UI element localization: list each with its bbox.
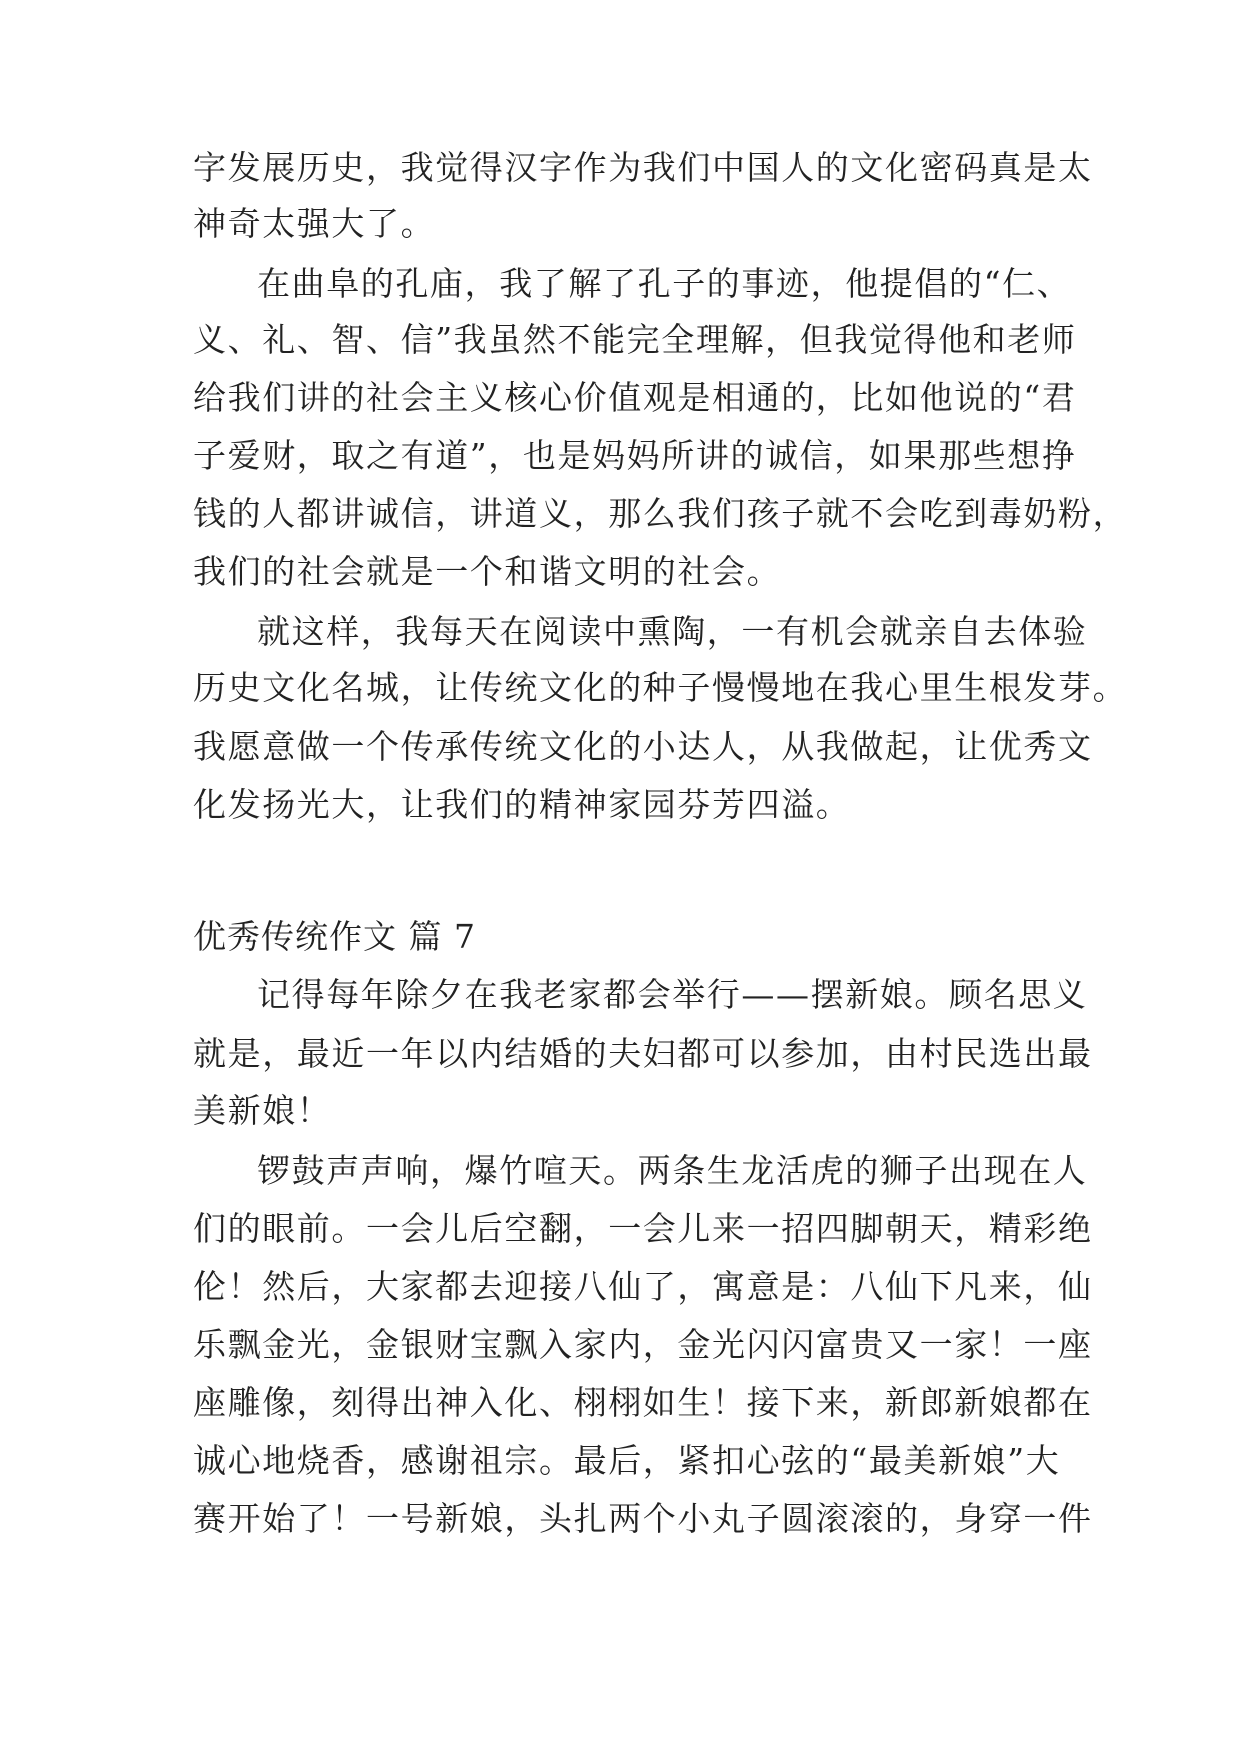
text-line: 我们的社会就是一个和谐文明的社会。 [193, 552, 782, 591]
section-heading: 优秀传统作文 篇 7 [193, 917, 476, 956]
text-line: 历史文化名城，让传统文化的种子慢慢地在我心里生根发芽。 [193, 668, 1128, 707]
text-line: 义、礼、智、信”我虽然不能完全理解，但我觉得他和老师 [193, 320, 1077, 359]
text-line: 伦！然后，大家都去迎接八仙了，寓意是：八仙下凡来，仙 [193, 1267, 1093, 1306]
text-line: 子爱财，取之有道”，也是妈妈所讲的诚信，如果那些想挣 [193, 436, 1077, 475]
text-line: 我愿意做一个传承传统文化的小达人，从我做起，让优秀文 [193, 727, 1093, 766]
text-line: 乐飘金光，金银财宝飘入家内，金光闪闪富贵又一家！一座 [193, 1325, 1093, 1364]
paragraph-start-line: 就这样，我每天在阅读中熏陶，一有机会就亲自去体验 [257, 612, 1088, 651]
paragraph-start-line: 在曲阜的孔庙，我了解了孔子的事迹，他提倡的“仁、 [257, 264, 1072, 303]
text-line: 美新娘！ [193, 1091, 332, 1130]
text-line: 神奇太强大了。 [193, 204, 436, 243]
text-line: 钱的人都讲诚信，讲道义，那么我们孩子就不会吃到毒奶粉， [193, 494, 1128, 533]
paragraph-start-line: 记得每年除夕在我老家都会举行——摆新娘。顾名思义 [257, 975, 1088, 1014]
text-line: 诚心地烧香，感谢祖宗。最后，紧扣心弦的“最美新娘”大 [193, 1441, 1061, 1480]
text-line: 座雕像，刻得出神入化、栩栩如生！接下来，新郎新娘都在 [193, 1383, 1093, 1422]
paragraph-start-line: 锣鼓声声响，爆竹喧天。两条生龙活虎的狮子出现在人 [257, 1151, 1088, 1190]
text-line: 化发扬光大，让我们的精神家园芬芳四溢。 [193, 785, 851, 824]
text-line: 赛开始了！一号新娘，头扎两个小丸子圆滚滚的，身穿一件 [193, 1499, 1093, 1538]
text-line: 字发展历史，我觉得汉字作为我们中国人的文化密码真是太 [193, 148, 1093, 187]
text-line: 们的眼前。一会儿后空翻，一会儿来一招四脚朝天，精彩绝 [193, 1209, 1093, 1248]
text-line: 就是，最近一年以内结婚的夫妇都可以参加，由村民选出最 [193, 1034, 1093, 1073]
text-line: 给我们讲的社会主义核心价值观是相通的，比如他说的“君 [193, 378, 1077, 417]
